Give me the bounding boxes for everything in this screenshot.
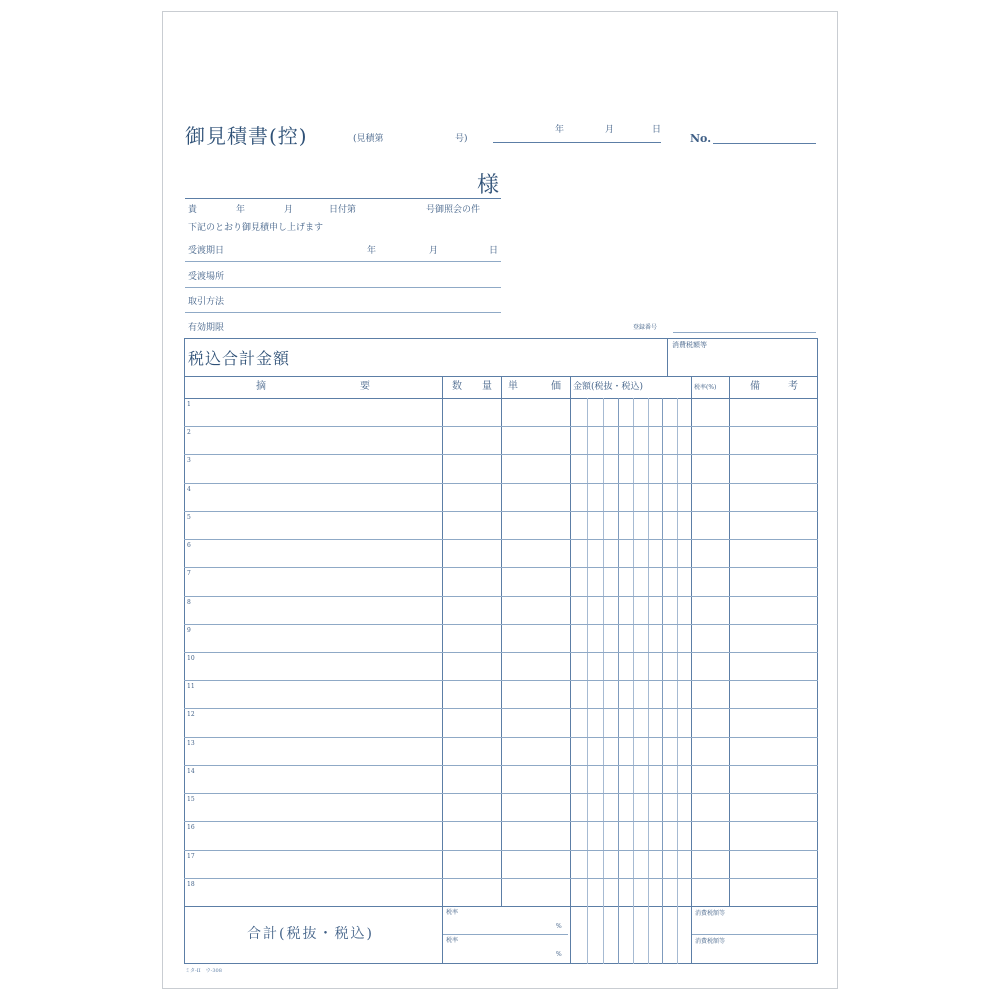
inquiry-year: 年 [236,205,246,215]
row-number: 3 [187,457,191,464]
footer-rate-label-1: 税率 [446,909,459,916]
row-divider [184,567,818,568]
registration-label: 登録番号 [633,324,658,331]
header-description-1: 摘 [256,381,266,392]
col-edge-left [184,376,185,964]
intro-text: 下記のとおり御見積申し上げます [188,223,324,233]
row-number: 1 [187,401,191,408]
row-divider [184,821,818,822]
delivery-date-label: 受渡期日 [188,246,225,256]
header-quantity-2: 量 [482,381,492,392]
header-unit-price-2: 価 [551,381,561,392]
total-box-divider [667,338,668,376]
header-tax-rate: 税率(%) [694,384,717,391]
estimate-form-sheet [162,11,838,989]
validity-label: 有効期限 [188,323,225,333]
no-label: No. [690,132,712,145]
footer-percent-2: % [556,951,562,958]
row-number: 18 [187,881,195,888]
footer-tax-label-2: 消費税額等 [695,938,726,945]
delivery-place-underline [185,287,501,288]
row-number: 4 [187,486,191,493]
form-title: 御見積書(控) [185,124,308,148]
delivery-date-year: 年 [367,246,377,256]
inquiry-day-ref: 日付第 [329,205,357,215]
row-divider [184,878,818,879]
header-amount: 金額(税抜・税込) [573,382,644,392]
row-divider [184,708,818,709]
footer-percent-1: % [556,923,562,930]
row-divider [184,850,818,851]
footer-tax-divider [691,934,818,935]
items-table [184,376,818,964]
header-description-2: 要 [360,381,370,392]
honorific-sama: 様 [477,173,500,198]
row-number: 8 [187,599,191,606]
row-divider [184,737,818,738]
delivery-date-underline [185,261,501,262]
total-box-right [817,338,818,376]
row-divider [184,539,818,540]
row-divider [184,765,818,766]
row-divider [184,596,818,597]
ref-open: (見積第 [353,134,384,144]
row-divider [184,511,818,512]
col-edge-right [817,376,818,964]
row-number: 9 [187,627,191,634]
sum-label: 合計(税抜・税込) [247,926,374,942]
total-amount-label: 税込合計金額 [188,349,291,368]
row-number: 12 [187,711,195,718]
delivery-date-month: 月 [429,246,439,256]
total-box-top [184,338,818,339]
payment-method-label: 取引方法 [188,297,225,307]
inquiry-month: 月 [284,205,294,215]
header-remarks-2: 考 [788,381,798,392]
table-body-bottom [184,906,818,907]
footer-rate-label-2: 税率 [446,937,459,944]
inquiry-ki: 貴 [188,205,198,215]
row-number: 2 [187,429,191,436]
row-divider [184,454,818,455]
table-bottom [184,963,818,964]
row-number: 11 [187,683,195,690]
date-underline [493,142,661,143]
registration-underline [673,332,816,333]
row-number: 10 [187,655,195,662]
row-divider [184,652,818,653]
total-tax-label: 消費税額等 [672,341,707,349]
footer-tax-label-1: 消費税額等 [695,910,726,917]
row-number: 15 [187,796,195,803]
col-divider-quantity [501,376,502,906]
row-divider [184,680,818,681]
row-divider [184,483,818,484]
delivery-date-day: 日 [489,246,499,256]
row-divider [184,624,818,625]
row-number: 16 [187,824,195,831]
header-remarks-1: 備 [750,381,760,392]
col-divider-description [442,376,443,964]
total-box-left [184,338,185,376]
delivery-place-label: 受渡場所 [188,272,225,282]
row-number: 17 [187,853,195,860]
date-year: 年 [555,125,565,135]
footer-rate-divider [442,934,568,935]
row-number: 6 [187,542,191,549]
no-underline [713,143,816,144]
header-quantity-1: 数 [452,381,462,392]
row-divider [184,793,818,794]
col-divider-tax-rate [729,376,730,906]
inquiry-suffix: 号御照会の件 [426,205,481,215]
row-number: 5 [187,514,191,521]
recipient-underline [185,198,501,199]
row-number: 7 [187,570,191,577]
date-day: 日 [652,125,662,135]
header-unit-price-1: 単 [508,381,518,392]
row-divider [184,426,818,427]
row-number: 13 [187,740,195,747]
ref-close: 号) [455,134,468,144]
col-divider-amount [691,376,692,964]
date-month: 月 [605,125,615,135]
payment-method-underline [185,312,501,313]
form-code: ミタ-II ウ-308 [185,968,222,974]
row-number: 14 [187,768,195,775]
col-divider-unit-price [570,376,571,964]
